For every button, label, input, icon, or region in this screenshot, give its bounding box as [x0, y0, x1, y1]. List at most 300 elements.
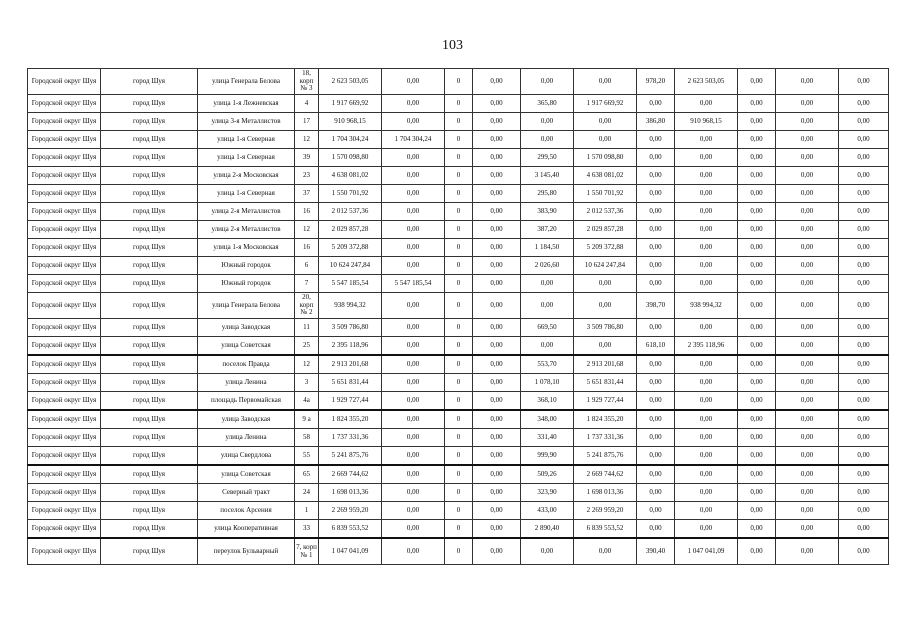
area-col-2-cell: 0,00 [637, 319, 675, 337]
cost-col-6-cell: 0,00 [574, 131, 637, 149]
cost-col-4-cell: 0,00 [473, 69, 521, 95]
cost-col-9-cell: 0,00 [738, 484, 776, 502]
cost-col-10-cell: 0,00 [776, 293, 839, 319]
municipality-cell: Городской округ Шуя [28, 113, 101, 131]
street-cell: поселок Арсения [198, 502, 295, 520]
house-number-cell: 18, корп № 3 [295, 69, 319, 95]
table-row [28, 275, 889, 293]
street-cell: улица 1-я Северная [198, 185, 295, 203]
area-col-1-cell: 2 890,40 [521, 520, 574, 539]
cost-col-9-cell: 0,00 [738, 392, 776, 411]
cost-col-8-cell: 1 047 041,09 [675, 538, 738, 565]
page-number: 103 [442, 38, 463, 53]
street-cell: Северный тракт [198, 484, 295, 502]
cost-col-2-cell: 0,00 [382, 337, 445, 356]
cost-col-6-cell: 3 509 786,80 [574, 319, 637, 337]
municipality-cell: Городской округ Шуя [28, 167, 101, 185]
street-cell: улица Заводская [198, 410, 295, 429]
cost-col-9-cell: 0,00 [738, 520, 776, 539]
cost-col-4-cell: 0,00 [473, 167, 521, 185]
cost-col-10-cell: 0,00 [776, 185, 839, 203]
cost-col-9-cell: 0,00 [738, 410, 776, 429]
house-number-cell: 55 [295, 447, 319, 466]
area-col-1-cell: 0,00 [521, 293, 574, 319]
area-col-1-cell: 383,90 [521, 203, 574, 221]
count-cell: 0 [445, 167, 473, 185]
cost-col-10-cell: 0,00 [776, 520, 839, 539]
cost-col-6-cell: 2 012 537,36 [574, 203, 637, 221]
municipality-cell: Городской округ Шуя [28, 392, 101, 411]
settlement-cell: город Шуя [101, 538, 198, 565]
house-number-cell: 17 [295, 113, 319, 131]
cost-col-10-cell: 0,00 [776, 239, 839, 257]
settlement-cell: город Шуя [101, 131, 198, 149]
area-col-2-cell: 0,00 [637, 221, 675, 239]
cost-col-4-cell: 0,00 [473, 275, 521, 293]
cost-col-11-cell: 0,00 [839, 95, 889, 113]
street-cell: улица 2-я Металлистов [198, 221, 295, 239]
cost-col-2-cell: 5 547 185,54 [382, 275, 445, 293]
municipality-cell: Городской округ Шуя [28, 257, 101, 275]
total-cost-cell: 2 029 857,28 [319, 221, 382, 239]
total-cost-cell: 2 669 744,62 [319, 465, 382, 484]
total-cost-cell: 3 509 786,80 [319, 319, 382, 337]
house-number-cell: 12 [295, 221, 319, 239]
area-col-2-cell: 978,20 [637, 69, 675, 95]
count-cell: 0 [445, 502, 473, 520]
cost-col-10-cell: 0,00 [776, 131, 839, 149]
house-number-cell: 33 [295, 520, 319, 539]
settlement-cell: город Шуя [101, 275, 198, 293]
cost-col-2-cell: 1 704 304,24 [382, 131, 445, 149]
street-cell: улица 1-я Московская [198, 239, 295, 257]
municipality-cell: Городской округ Шуя [28, 410, 101, 429]
municipality-cell: Городской округ Шуя [28, 484, 101, 502]
cost-col-11-cell: 0,00 [839, 484, 889, 502]
municipality-cell: Городской округ Шуя [28, 502, 101, 520]
cost-col-2-cell: 0,00 [382, 410, 445, 429]
cost-col-10-cell: 0,00 [776, 167, 839, 185]
municipality-cell: Городской округ Шуя [28, 131, 101, 149]
cost-col-6-cell: 0,00 [574, 293, 637, 319]
house-number-cell: 16 [295, 203, 319, 221]
area-col-2-cell: 0,00 [637, 131, 675, 149]
table-row [28, 484, 889, 502]
cost-col-8-cell: 0,00 [675, 167, 738, 185]
cost-col-10-cell: 0,00 [776, 203, 839, 221]
cost-col-4-cell: 0,00 [473, 538, 521, 565]
total-cost-cell: 1 698 013,36 [319, 484, 382, 502]
total-cost-cell: 1 737 331,36 [319, 429, 382, 447]
cost-col-8-cell: 0,00 [675, 410, 738, 429]
cost-col-2-cell: 0,00 [382, 149, 445, 167]
cost-col-11-cell: 0,00 [839, 185, 889, 203]
municipality-cell: Городской округ Шуя [28, 337, 101, 356]
cost-col-9-cell: 0,00 [738, 149, 776, 167]
cost-col-9-cell: 0,00 [738, 167, 776, 185]
cost-col-4-cell: 0,00 [473, 149, 521, 167]
municipality-cell: Городской округ Шуя [28, 239, 101, 257]
cost-col-8-cell: 0,00 [675, 239, 738, 257]
municipality-cell: Городской округ Шуя [28, 221, 101, 239]
total-cost-cell: 6 839 553,52 [319, 520, 382, 539]
settlement-cell: город Шуя [101, 465, 198, 484]
house-number-cell: 1 [295, 502, 319, 520]
cost-col-4-cell: 0,00 [473, 185, 521, 203]
cost-col-6-cell: 2 029 857,28 [574, 221, 637, 239]
total-cost-cell: 938 994,32 [319, 293, 382, 319]
count-cell: 0 [445, 113, 473, 131]
cost-col-9-cell: 0,00 [738, 502, 776, 520]
cost-col-4-cell: 0,00 [473, 484, 521, 502]
cost-col-2-cell: 0,00 [382, 447, 445, 466]
cost-col-2-cell: 0,00 [382, 484, 445, 502]
cost-col-10-cell: 0,00 [776, 447, 839, 466]
area-col-2-cell: 0,00 [637, 167, 675, 185]
cost-col-4-cell: 0,00 [473, 113, 521, 131]
cost-col-2-cell: 0,00 [382, 69, 445, 95]
street-cell: переулок Бульварный [198, 538, 295, 565]
cost-col-4-cell: 0,00 [473, 502, 521, 520]
table-row [28, 447, 889, 466]
cost-col-4-cell: 0,00 [473, 239, 521, 257]
area-col-2-cell: 386,80 [637, 113, 675, 131]
settlement-cell: город Шуя [101, 520, 198, 539]
cost-col-9-cell: 0,00 [738, 355, 776, 374]
cost-col-6-cell: 4 638 081,02 [574, 167, 637, 185]
total-cost-cell: 2 623 503,05 [319, 69, 382, 95]
cost-col-9-cell: 0,00 [738, 239, 776, 257]
street-cell: улица 2-я Московская [198, 167, 295, 185]
count-cell: 0 [445, 69, 473, 95]
municipality-cell: Городской округ Шуя [28, 538, 101, 565]
cost-col-10-cell: 0,00 [776, 484, 839, 502]
table-row [28, 167, 889, 185]
area-col-1-cell: 365,80 [521, 95, 574, 113]
cost-col-8-cell: 0,00 [675, 502, 738, 520]
cost-col-4-cell: 0,00 [473, 374, 521, 392]
settlement-cell: город Шуя [101, 319, 198, 337]
cost-col-9-cell: 0,00 [738, 337, 776, 356]
table-row [28, 374, 889, 392]
house-number-cell: 37 [295, 185, 319, 203]
municipality-cell: Городской округ Шуя [28, 520, 101, 539]
cost-col-2-cell: 0,00 [382, 502, 445, 520]
cost-col-6-cell: 6 839 553,52 [574, 520, 637, 539]
municipality-cell: Городской округ Шуя [28, 374, 101, 392]
count-cell: 0 [445, 149, 473, 167]
cost-col-10-cell: 0,00 [776, 502, 839, 520]
cost-col-2-cell: 0,00 [382, 257, 445, 275]
area-col-2-cell: 0,00 [637, 95, 675, 113]
cost-col-2-cell: 0,00 [382, 319, 445, 337]
cost-col-4-cell: 0,00 [473, 319, 521, 337]
table-row [28, 355, 889, 374]
total-cost-cell: 1 929 727,44 [319, 392, 382, 411]
cost-col-2-cell: 0,00 [382, 520, 445, 539]
street-cell: улица Ленина [198, 374, 295, 392]
house-number-cell: 23 [295, 167, 319, 185]
cost-col-2-cell: 0,00 [382, 203, 445, 221]
cost-col-6-cell: 5 651 831,44 [574, 374, 637, 392]
cost-col-4-cell: 0,00 [473, 410, 521, 429]
cost-col-4-cell: 0,00 [473, 337, 521, 356]
table-row [28, 221, 889, 239]
cost-col-8-cell: 0,00 [675, 149, 738, 167]
total-cost-cell: 5 547 185,54 [319, 275, 382, 293]
cost-col-9-cell: 0,00 [738, 429, 776, 447]
total-cost-cell: 1 824 355,20 [319, 410, 382, 429]
street-cell: улица Генерала Белова [198, 69, 295, 95]
cost-col-8-cell: 0,00 [675, 95, 738, 113]
table-row [28, 293, 889, 319]
count-cell: 0 [445, 203, 473, 221]
house-number-cell: 7 [295, 275, 319, 293]
cost-col-11-cell: 0,00 [839, 293, 889, 319]
area-col-1-cell: 0,00 [521, 113, 574, 131]
cost-col-11-cell: 0,00 [839, 113, 889, 131]
settlement-cell: город Шуя [101, 392, 198, 411]
cost-col-11-cell: 0,00 [839, 410, 889, 429]
cost-col-11-cell: 0,00 [839, 149, 889, 167]
street-cell: улица Советская [198, 465, 295, 484]
cost-col-8-cell: 2 623 503,05 [675, 69, 738, 95]
settlement-cell: город Шуя [101, 95, 198, 113]
settlement-cell: город Шуя [101, 410, 198, 429]
total-cost-cell: 910 968,15 [319, 113, 382, 131]
street-cell: улица Кооперативная [198, 520, 295, 539]
cost-col-2-cell: 0,00 [382, 465, 445, 484]
cost-col-6-cell: 5 241 875,76 [574, 447, 637, 466]
cost-col-8-cell: 0,00 [675, 520, 738, 539]
area-col-2-cell: 0,00 [637, 520, 675, 539]
settlement-cell: город Шуя [101, 257, 198, 275]
cost-col-11-cell: 0,00 [839, 429, 889, 447]
cost-col-8-cell: 0,00 [675, 355, 738, 374]
cost-col-6-cell: 1 698 013,36 [574, 484, 637, 502]
count-cell: 0 [445, 293, 473, 319]
area-col-2-cell: 0,00 [637, 203, 675, 221]
cost-col-4-cell: 0,00 [473, 520, 521, 539]
cost-col-2-cell: 0,00 [382, 374, 445, 392]
area-col-2-cell: 0,00 [637, 429, 675, 447]
table-row [28, 95, 889, 113]
cost-col-6-cell: 2 669 744,62 [574, 465, 637, 484]
cost-col-8-cell: 0,00 [675, 319, 738, 337]
cost-col-11-cell: 0,00 [839, 131, 889, 149]
area-col-2-cell: 0,00 [637, 275, 675, 293]
street-cell: площадь Первомайская [198, 392, 295, 411]
house-number-cell: 4а [295, 392, 319, 411]
municipality-cell: Городской округ Шуя [28, 149, 101, 167]
area-col-2-cell: 390,40 [637, 538, 675, 565]
cost-col-10-cell: 0,00 [776, 95, 839, 113]
count-cell: 0 [445, 185, 473, 203]
cost-col-2-cell: 0,00 [382, 293, 445, 319]
settlement-cell: город Шуя [101, 293, 198, 319]
street-cell: улица Заводская [198, 319, 295, 337]
cost-col-9-cell: 0,00 [738, 131, 776, 149]
area-col-2-cell: 398,70 [637, 293, 675, 319]
total-cost-cell: 5 651 831,44 [319, 374, 382, 392]
municipality-cell: Городской округ Шуя [28, 203, 101, 221]
area-col-2-cell: 0,00 [637, 374, 675, 392]
area-col-2-cell: 618,10 [637, 337, 675, 356]
cost-col-10-cell: 0,00 [776, 538, 839, 565]
cost-col-11-cell: 0,00 [839, 167, 889, 185]
settlement-cell: город Шуя [101, 203, 198, 221]
cost-col-10-cell: 0,00 [776, 221, 839, 239]
settlement-cell: город Шуя [101, 167, 198, 185]
street-cell: улица 1-я Северная [198, 131, 295, 149]
cost-col-9-cell: 0,00 [738, 221, 776, 239]
area-col-2-cell: 0,00 [637, 355, 675, 374]
total-cost-cell: 2 012 537,36 [319, 203, 382, 221]
cost-col-9-cell: 0,00 [738, 447, 776, 466]
cost-col-4-cell: 0,00 [473, 221, 521, 239]
cost-col-8-cell: 0,00 [675, 484, 738, 502]
area-col-1-cell: 323,90 [521, 484, 574, 502]
cost-col-8-cell: 0,00 [675, 257, 738, 275]
cost-col-9-cell: 0,00 [738, 69, 776, 95]
cost-col-6-cell: 0,00 [574, 337, 637, 356]
cost-col-9-cell: 0,00 [738, 538, 776, 565]
cost-col-10-cell: 0,00 [776, 410, 839, 429]
house-number-cell: 16 [295, 239, 319, 257]
cost-col-4-cell: 0,00 [473, 447, 521, 466]
municipality-cell: Городской округ Шуя [28, 185, 101, 203]
area-col-2-cell: 0,00 [637, 502, 675, 520]
count-cell: 0 [445, 257, 473, 275]
settlement-cell: город Шуя [101, 374, 198, 392]
cost-col-6-cell: 0,00 [574, 69, 637, 95]
cost-col-8-cell: 0,00 [675, 185, 738, 203]
table-row [28, 149, 889, 167]
total-cost-cell: 4 638 081,02 [319, 167, 382, 185]
area-col-1-cell: 553,70 [521, 355, 574, 374]
total-cost-cell: 10 624 247,84 [319, 257, 382, 275]
area-col-1-cell: 509,26 [521, 465, 574, 484]
count-cell: 0 [445, 447, 473, 466]
count-cell: 0 [445, 337, 473, 356]
settlement-cell: город Шуя [101, 337, 198, 356]
cost-col-11-cell: 0,00 [839, 69, 889, 95]
cost-col-11-cell: 0,00 [839, 257, 889, 275]
area-col-1-cell: 669,50 [521, 319, 574, 337]
cost-col-2-cell: 0,00 [382, 538, 445, 565]
cost-col-8-cell: 938 994,32 [675, 293, 738, 319]
area-col-2-cell: 0,00 [637, 410, 675, 429]
area-col-1-cell: 1 078,10 [521, 374, 574, 392]
cost-col-10-cell: 0,00 [776, 113, 839, 131]
cost-col-2-cell: 0,00 [382, 95, 445, 113]
street-cell: улица Свердлова [198, 447, 295, 466]
area-col-1-cell: 348,00 [521, 410, 574, 429]
house-number-cell: 24 [295, 484, 319, 502]
table-row [28, 239, 889, 257]
settlement-cell: город Шуя [101, 239, 198, 257]
cost-col-4-cell: 0,00 [473, 392, 521, 411]
total-cost-cell: 1 704 304,24 [319, 131, 382, 149]
table-row [28, 410, 889, 429]
cost-col-6-cell: 2 913 201,68 [574, 355, 637, 374]
count-cell: 0 [445, 410, 473, 429]
street-cell: улица Ленина [198, 429, 295, 447]
cost-col-9-cell: 0,00 [738, 374, 776, 392]
house-number-cell: 3 [295, 374, 319, 392]
house-number-cell: 12 [295, 355, 319, 374]
cost-col-10-cell: 0,00 [776, 275, 839, 293]
table-row [28, 538, 889, 565]
house-number-cell: 12 [295, 131, 319, 149]
cost-col-11-cell: 0,00 [839, 447, 889, 466]
settlement-cell: город Шуя [101, 113, 198, 131]
cost-col-4-cell: 0,00 [473, 355, 521, 374]
cost-col-4-cell: 0,00 [473, 131, 521, 149]
total-cost-cell: 1 047 041,09 [319, 538, 382, 565]
cost-col-4-cell: 0,00 [473, 95, 521, 113]
count-cell: 0 [445, 275, 473, 293]
table-row [28, 502, 889, 520]
cost-col-2-cell: 0,00 [382, 239, 445, 257]
cost-col-6-cell: 1 550 701,92 [574, 185, 637, 203]
cost-col-8-cell: 0,00 [675, 374, 738, 392]
table-row [28, 337, 889, 356]
total-cost-cell: 5 209 372,88 [319, 239, 382, 257]
cost-col-8-cell: 2 395 118,96 [675, 337, 738, 356]
cost-col-8-cell: 0,00 [675, 447, 738, 466]
house-number-cell: 39 [295, 149, 319, 167]
area-col-1-cell: 387,20 [521, 221, 574, 239]
cost-col-8-cell: 0,00 [675, 131, 738, 149]
settlement-cell: город Шуя [101, 447, 198, 466]
cost-col-4-cell: 0,00 [473, 465, 521, 484]
area-col-1-cell: 368,10 [521, 392, 574, 411]
cost-col-10-cell: 0,00 [776, 257, 839, 275]
cost-col-11-cell: 0,00 [839, 538, 889, 565]
cost-col-4-cell: 0,00 [473, 293, 521, 319]
area-col-1-cell: 1 184,50 [521, 239, 574, 257]
cost-col-10-cell: 0,00 [776, 429, 839, 447]
cost-col-6-cell: 0,00 [574, 113, 637, 131]
cost-col-9-cell: 0,00 [738, 257, 776, 275]
street-cell: Южный городок [198, 257, 295, 275]
cost-col-11-cell: 0,00 [839, 392, 889, 411]
cost-col-2-cell: 0,00 [382, 221, 445, 239]
count-cell: 0 [445, 392, 473, 411]
area-col-1-cell: 0,00 [521, 69, 574, 95]
cost-col-2-cell: 0,00 [382, 355, 445, 374]
street-cell: Южный городок [198, 275, 295, 293]
municipality-cell: Городской округ Шуя [28, 355, 101, 374]
cost-col-9-cell: 0,00 [738, 465, 776, 484]
street-cell: улица Советская [198, 337, 295, 356]
area-col-2-cell: 0,00 [637, 185, 675, 203]
cost-col-8-cell: 0,00 [675, 392, 738, 411]
cost-col-11-cell: 0,00 [839, 502, 889, 520]
cost-col-4-cell: 0,00 [473, 429, 521, 447]
table-row [28, 131, 889, 149]
count-cell: 0 [445, 95, 473, 113]
cost-col-6-cell: 5 209 372,88 [574, 239, 637, 257]
municipality-cell: Городской округ Шуя [28, 69, 101, 95]
area-col-1-cell: 0,00 [521, 275, 574, 293]
area-col-1-cell: 295,80 [521, 185, 574, 203]
count-cell: 0 [445, 538, 473, 565]
municipality-cell: Городской округ Шуя [28, 429, 101, 447]
cost-col-9-cell: 0,00 [738, 275, 776, 293]
settlement-cell: город Шуя [101, 355, 198, 374]
